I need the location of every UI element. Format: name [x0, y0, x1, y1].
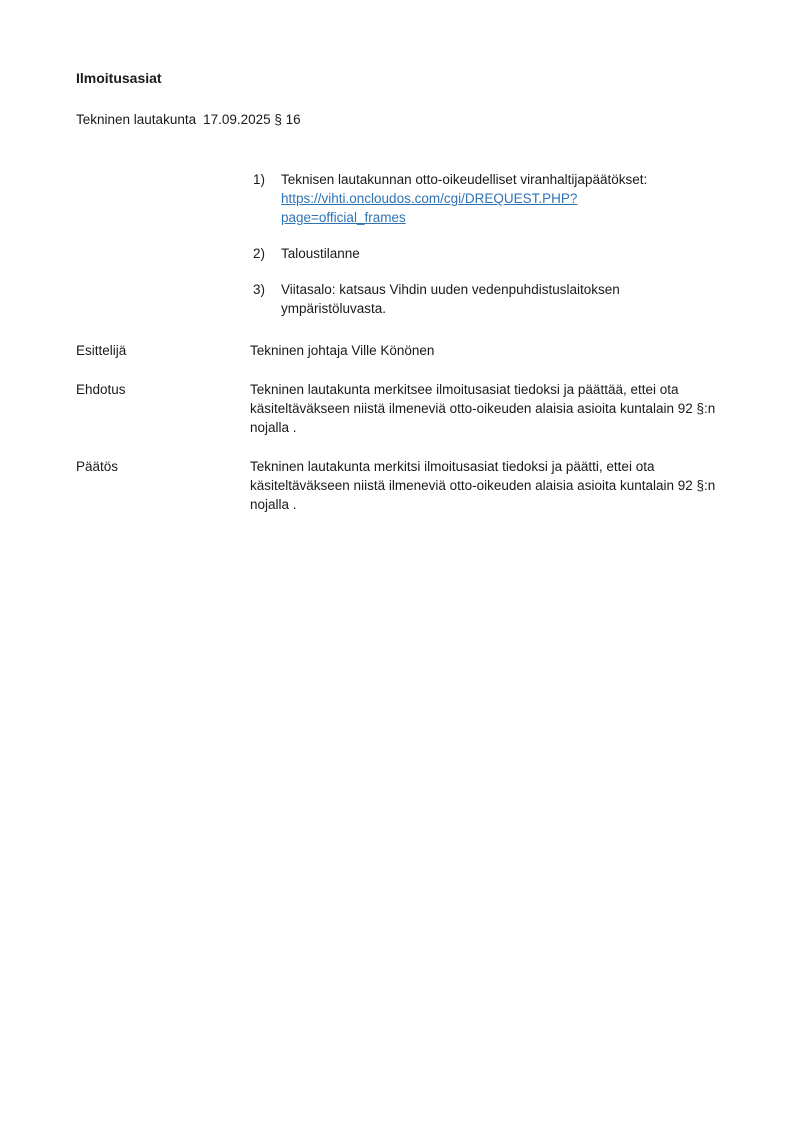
list-item-text: Taloustilanne [281, 246, 360, 261]
list-item [253, 170, 734, 227]
decision-label: Päätös [76, 459, 119, 474]
presenter-label: Esittelijä [76, 343, 127, 358]
proposal-row [76, 380, 734, 437]
announcement-list [253, 170, 734, 318]
proposal-label: Ehdotus [76, 382, 126, 397]
decision-text: Tekninen lautakunta merkitsi ilmoitusasiat tiedoksi ja päätti, ettei ota käsiteltäväkseen niistä ilmeneviä otto-oikeuden alaisia asioita kuntalain 92 §:n nojalla . [250, 459, 716, 512]
list-item [253, 244, 734, 263]
meeting-reference: 17.09.2025 § 16 [203, 112, 301, 127]
list-item-text: Viitasalo: katsaus Vihdin uuden vedenpuhdistuslaitoksen ympäristöluvasta. [281, 282, 620, 316]
decision-sections [76, 341, 734, 514]
list-item-number: 1) [253, 172, 266, 187]
proposal-text: Tekninen lautakunta merkitsee ilmoitusasiat tiedoksi ja päättää, ettei ota käsiteltäväkseen niistä ilmeneviä otto-oikeuden alaisia asioita kuntalain 92 §:n nojalla . [250, 382, 716, 435]
presenter-text: Tekninen johtaja Ville Könönen [250, 343, 435, 358]
list-item-text: Teknisen lautakunnan otto-oikeudelliset viranhaltijapäätökset: [281, 172, 648, 187]
presenter-row [76, 341, 734, 360]
list-item [253, 280, 734, 318]
committee-name: Tekninen lautakunta [76, 112, 197, 127]
list-item-number: 3) [253, 282, 266, 297]
page-title: Ilmoitusasiat [76, 70, 162, 86]
committee-line [76, 110, 734, 129]
list-item-number: 2) [253, 246, 266, 261]
list-item-body [281, 170, 681, 227]
official-decisions-link[interactable]: https://vihti.oncloudos.com/cgi/DREQUEST.PHP?page=official_frames [281, 191, 578, 225]
decision-row [76, 457, 734, 514]
